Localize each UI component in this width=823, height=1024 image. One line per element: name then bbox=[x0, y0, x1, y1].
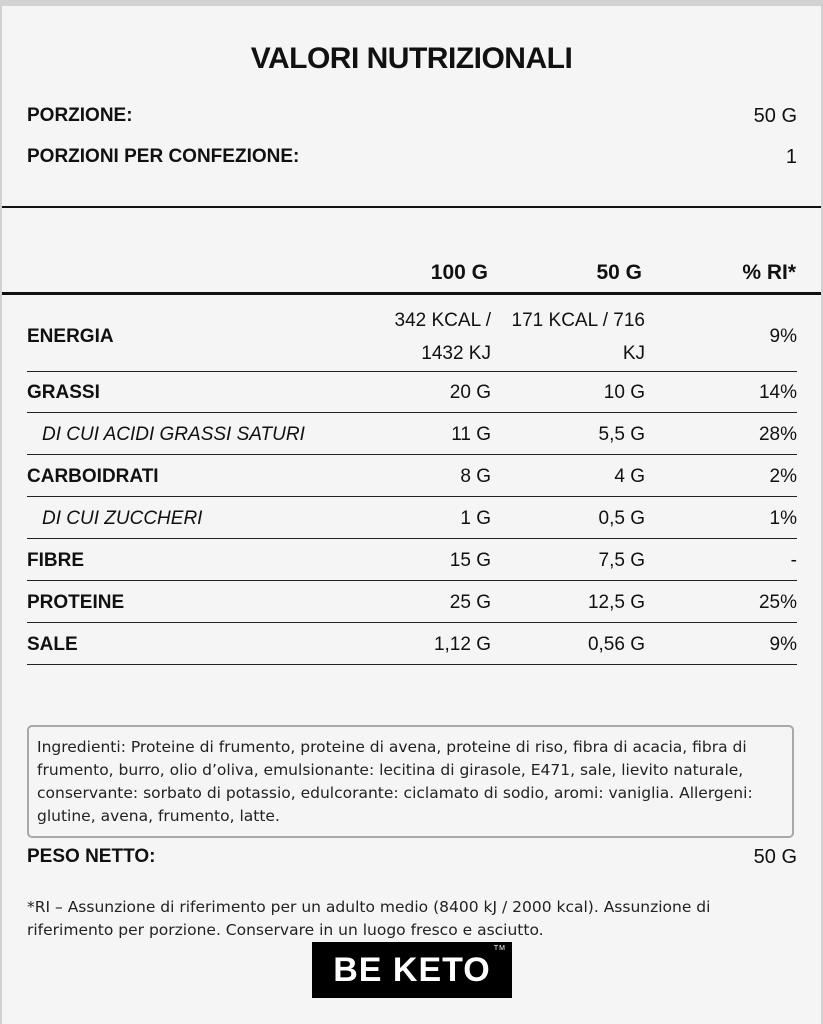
value-ri: 28% bbox=[758, 424, 797, 445]
net-weight-value: 50 G bbox=[753, 846, 797, 868]
value-per-100g: 1,12 G bbox=[433, 634, 491, 655]
table-row bbox=[27, 372, 797, 413]
footnote: *RI – Assunzione di riferimento per un adulto medio (8400 kJ / 2000 kcal). Assunzione di riferimento per porzione. Conservare in un luogo fresco e asciutto. bbox=[27, 898, 711, 939]
net-weight-label: PESO NETTO: bbox=[27, 846, 156, 867]
value-per-100g: 11 G bbox=[451, 424, 491, 445]
value-per-100g: 25 G bbox=[449, 592, 491, 613]
value-per-50g: 7,5 G bbox=[598, 550, 645, 571]
value-per-50g: 12,5 G bbox=[587, 592, 645, 613]
table-row bbox=[27, 581, 797, 623]
col-ri: % RI* bbox=[742, 261, 796, 284]
portion-label: PORZIONE: bbox=[27, 105, 133, 126]
row-label: DI CUI ZUCCHERI bbox=[42, 508, 203, 529]
value-per-50g: 4 G bbox=[614, 466, 645, 487]
value-ri: 25% bbox=[758, 592, 797, 613]
portion-value: 50 G bbox=[753, 105, 797, 127]
row-label: FIBRE bbox=[27, 550, 84, 571]
portion-row bbox=[27, 105, 797, 128]
value-ri: 1% bbox=[769, 508, 797, 529]
value-ri: - bbox=[790, 550, 797, 571]
value-per-50g: 5,5 G bbox=[598, 424, 645, 445]
ingredients-box: Ingredienti: Proteine di frumento, proteine di avena, proteine di riso, fibra di acacia, fibra di frumento, burro, olio d’oliva, emulsionante: lecitina di girasole, E471, sale, lievito naturale, conservante: sorbato di potassio, edulcorante: ciclamato di sodio, aromi: vaniglia. Allergeni: glutine, avena, frumento, latte. bbox=[27, 725, 794, 838]
value-per-100g: 8 G bbox=[460, 466, 491, 487]
header-divider bbox=[2, 292, 821, 295]
divider bbox=[2, 206, 821, 208]
brand-name: BE KETO bbox=[333, 950, 491, 989]
value-ri: 2% bbox=[769, 466, 797, 487]
value-per-50g: 171 KCAL / 716 KJ bbox=[511, 310, 645, 364]
row-label: DI CUI ACIDI GRASSI SATURI bbox=[42, 424, 305, 445]
value-ri: 14% bbox=[758, 382, 797, 403]
value-per-100g: 342 KCAL / 1432 KJ bbox=[394, 310, 491, 364]
net-weight-row bbox=[27, 846, 797, 869]
row-label: GRASSI bbox=[27, 382, 100, 403]
row-label: ENERGIA bbox=[27, 326, 114, 347]
table-row bbox=[27, 413, 797, 455]
table-row bbox=[27, 497, 797, 539]
label-title: VALORI NUTRIZIONALI bbox=[250, 42, 573, 75]
value-per-50g: 10 G bbox=[603, 382, 645, 403]
table-row bbox=[27, 302, 797, 372]
table-row bbox=[27, 539, 797, 581]
row-label: PROTEINE bbox=[27, 592, 125, 613]
value-ri: 9% bbox=[769, 326, 797, 347]
row-label: SALE bbox=[27, 634, 78, 655]
row-label: CARBOIDRATI bbox=[27, 466, 159, 487]
value-ri: 9% bbox=[769, 634, 797, 655]
servings-per-pack-value: 1 bbox=[785, 146, 797, 168]
servings-per-pack-label: PORZIONI PER CONFEZIONE: bbox=[27, 146, 300, 167]
table-row bbox=[27, 455, 797, 497]
nutrition-label bbox=[2, 6, 821, 1024]
col-per-100g: 100 G bbox=[430, 261, 488, 284]
servings-per-pack-row bbox=[27, 146, 797, 169]
brand-logo bbox=[312, 942, 512, 998]
value-per-100g: 1 G bbox=[460, 508, 491, 529]
column-headers bbox=[2, 261, 821, 291]
value-per-100g: 20 G bbox=[449, 382, 491, 403]
value-per-50g: 0,5 G bbox=[598, 508, 645, 529]
trademark-mark: TM bbox=[493, 945, 506, 952]
value-per-100g: 15 G bbox=[449, 550, 491, 571]
table-row bbox=[27, 623, 797, 665]
col-per-50g: 50 G bbox=[596, 261, 642, 284]
value-per-50g: 0,56 G bbox=[587, 634, 645, 655]
nutrition-table bbox=[27, 302, 797, 665]
